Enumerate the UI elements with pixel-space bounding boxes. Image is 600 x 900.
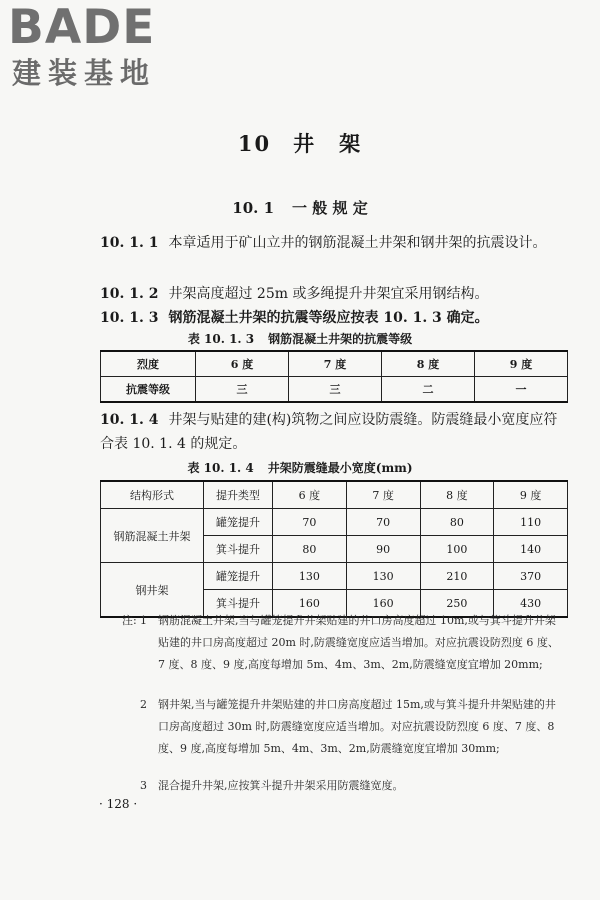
- table-header-cell: 7 度: [289, 351, 382, 377]
- note-3-text: 混合提升井架,应按箕斗提升井架采用防震缝宽度。: [158, 779, 404, 792]
- table-header-cell: 6 度: [196, 351, 289, 377]
- table-header-row: [101, 351, 568, 377]
- table-header-cell: 结构形式: [101, 481, 204, 509]
- table1-caption-number: 表 10. 1. 3: [187, 332, 255, 346]
- clause-10-1-2: [100, 282, 570, 306]
- table-header-cell: 9 度: [494, 481, 568, 509]
- table-row: [101, 377, 568, 403]
- table2-caption-number: 表 10. 1. 4: [187, 461, 254, 475]
- lift-type-cell: 罐笼提升: [204, 563, 273, 590]
- lift-type-cell: 罐笼提升: [204, 509, 273, 536]
- table-cell: 三: [289, 377, 382, 403]
- table-cell: 140: [494, 536, 568, 563]
- table-row: [101, 509, 568, 536]
- table-cell: 110: [494, 509, 568, 536]
- table-cell: 250: [420, 590, 494, 618]
- table2-caption-title: 井架防震缝最小宽度(mm): [267, 461, 413, 475]
- table2-caption: [0, 459, 600, 476]
- table-cell: 一: [475, 377, 568, 403]
- table-cell: 130: [346, 563, 420, 590]
- table-cell: 430: [494, 590, 568, 618]
- table-cell: 130: [273, 563, 347, 590]
- clause-10-1-3: [100, 306, 570, 330]
- lift-type-cell: 箕斗提升: [204, 536, 273, 563]
- table-header-cell: 提升类型: [204, 481, 273, 509]
- table1-caption: [0, 330, 600, 347]
- table-cell: 160: [273, 590, 347, 618]
- table-header-cell: 6 度: [273, 481, 347, 509]
- table-row: [101, 563, 568, 590]
- table-cell: 370: [494, 563, 568, 590]
- clause-10-1-1: [100, 231, 570, 255]
- table-header-cell: 8 度: [420, 481, 494, 509]
- section-title: [0, 197, 600, 218]
- note-number: 3: [140, 779, 147, 792]
- table-cell: 210: [420, 563, 494, 590]
- table-header-cell: 8 度: [382, 351, 475, 377]
- note-2-text: 钢井架,当与罐笼提升井架贴建的井口房高度超过 15m,或与箕斗提升井架贴建的井口房高度超过 30m 时,防震缝宽度应适当增加。对应抗震设防烈度 6 度、7 度、8 度、9 度,高度每增加 5m、4m、3m、2m,防震缝宽度宜增加 30mm;: [158, 698, 556, 755]
- logo-wordmark: BADE: [8, 0, 156, 55]
- clause-text: 井架与贴建的建(构)筑物之间应设防震缝。防震缝最小宽度应符合表 10. 1. 4 的规定。: [100, 412, 558, 452]
- clause-text: 井架高度超过 25m 或多绳提升井架宜采用钢结构。: [168, 286, 489, 302]
- chapter-number: 10: [237, 131, 272, 156]
- table-cell: 100: [420, 536, 494, 563]
- table-header-cell: 烈度: [101, 351, 196, 377]
- section-number: 10. 1: [232, 199, 275, 217]
- table-cell: 160: [346, 590, 420, 618]
- table-header-cell: 7 度: [346, 481, 420, 509]
- page-number: · 128 ·: [99, 797, 138, 811]
- table-header-row: [101, 481, 568, 509]
- section-name: 一 般 规 定: [292, 199, 368, 217]
- table-cell: 70: [273, 509, 347, 536]
- clause-number: 10. 1. 3: [100, 310, 159, 326]
- clause-text: 本章适用于矿山立井的钢筋混凝土井架和钢井架的抗震设计。: [168, 235, 547, 251]
- seismic-joint-width-table: [100, 480, 568, 618]
- structure-cell: 钢筋混凝土井架: [101, 509, 204, 563]
- clause-number: 10. 1. 2: [100, 286, 159, 302]
- lift-type-cell: 箕斗提升: [204, 590, 273, 618]
- clause-10-1-4: [100, 408, 570, 456]
- table-cell: 抗震等级: [101, 377, 196, 403]
- table-cell: 二: [382, 377, 475, 403]
- note-1-text: 钢筋混凝土井架,当与罐笼提升井架贴建的井口房高度超过 10m,或与箕斗提升井架贴建的井口房高度超过 20m 时,防震缝宽度应适当增加。对应抗震设防烈度 6 度、7 度、8 度、9 度,高度每增加 5m、4m、3m、2m,防震缝宽度宜增加 20mm;: [158, 614, 559, 671]
- structure-cell: 钢井架: [101, 563, 204, 618]
- clause-number: 10. 1. 1: [100, 235, 159, 251]
- chapter-title: [0, 128, 600, 158]
- table-cell: 90: [346, 536, 420, 563]
- table1-caption-title: 钢筋混凝土井架的抗震等级: [268, 332, 413, 346]
- clause-text: 钢筋混凝土井架的抗震等级应按表 10. 1. 3 确定。: [168, 310, 489, 326]
- chapter-name: 井 架: [293, 131, 363, 156]
- clause-number: 10. 1. 4: [100, 412, 159, 428]
- table-cell: 80: [420, 509, 494, 536]
- table-cell: 70: [346, 509, 420, 536]
- logo-subtitle: 建装基地: [12, 56, 157, 90]
- notes-label: 注:: [122, 614, 137, 627]
- seismic-grade-table: [100, 350, 568, 403]
- note-number: 2: [140, 698, 147, 711]
- note-number: 1: [140, 614, 147, 627]
- table-cell: 80: [273, 536, 347, 563]
- table-cell: 三: [196, 377, 289, 403]
- table-header-cell: 9 度: [475, 351, 568, 377]
